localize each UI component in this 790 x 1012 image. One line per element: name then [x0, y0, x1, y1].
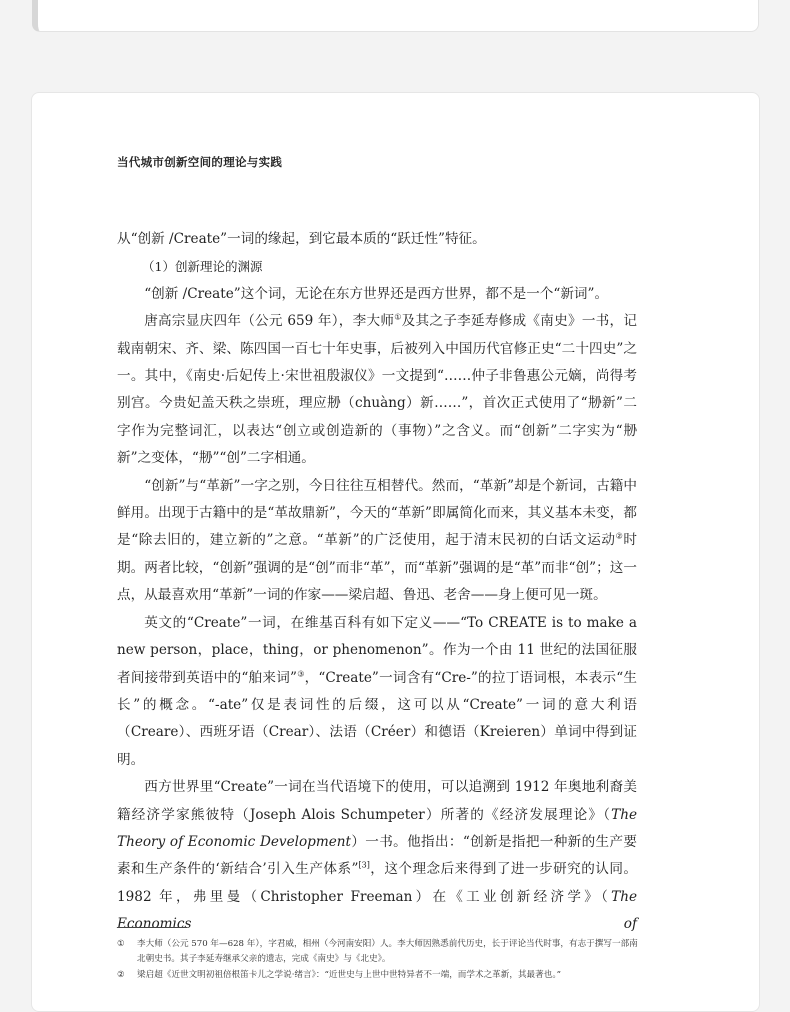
footnote [117, 968, 640, 983]
section-heading [117, 253, 637, 280]
text-run: “创新”与“革新”一字之别，今日往往互相替代。然而，“革新”却是个新词，古籍中鲜用。出现于古籍中的是“革故鼎新”，今天的“革新”即属简化而来，其义基本未变，都是“除去旧的，建立新的”之意。“革新”的广泛使用，起于清末民初的白话文运动 [117, 477, 637, 549]
footnote-reference: ① [394, 312, 402, 322]
text-run: 从“创新 /Create”一词的缘起，到它最本质的“跃迁性”特征。 [117, 231, 486, 247]
previous-page-edge [32, 0, 759, 32]
text-run: ，这个理念后来得到了进一步研究的认同。1982 年，弗里曼（Christopher Freeman）在《工业创新经济学》（ [117, 861, 637, 905]
text-run: 时期。两者比较，“创新”强调的是“创”而非“革”，而“革新”强调的是“革”而非“创”；这一点，从最喜欢用“革新”一词的作家——梁启超、鲁迅、老舍——身上便可见一斑。 [117, 532, 638, 604]
text-run: （1）创新理论的渊源 [142, 259, 263, 275]
paragraph [117, 226, 637, 253]
text-run: ，“Create”一词含有“Cre-”的拉丁语词根，本表示“生长”的概念。“-ate”仅是表词性的后缀，这可以从“Create”一词的意大利语（Creare）、西班牙语（Crear）、法语（Créer）和德语（Kreieren）单词中得到证明。 [117, 669, 637, 768]
footnote [117, 937, 640, 966]
paragraph [117, 610, 637, 774]
text-run: “创新 /Create”这个词，无论在东方世界还是西方世界，都不是一个“新词”。 [144, 285, 609, 302]
footnote-reference: [3] [358, 860, 370, 870]
footnote-divider [117, 927, 187, 928]
italic-title: The Theory of Economic Development [117, 806, 637, 850]
body-text [117, 226, 637, 939]
footnote-mark: ① [117, 939, 125, 949]
footnote-text: 梁启超《近世文明初祖倍根笛卡儿之学说·绪言》：“近世史与上世中世特异者不一端，而学术之革新，其最著也。” [137, 970, 562, 980]
paragraph [117, 281, 637, 308]
footnote-reference: ③ [296, 668, 305, 678]
footnote-reference: ② [615, 531, 624, 541]
footnote-mark: ② [117, 970, 125, 980]
paragraph [117, 308, 637, 472]
text-run: 西方世界里“Create”一词在当代语境下的使用，可以追溯到 1912 年奥地利裔美籍经济学家熊彼特（Joseph Alois Schumpeter）所著的《经济发展理论》（ [117, 779, 637, 823]
text-run: 及其之子李延寿修成《南史》一书，记载南朝宋、齐、梁、陈四国一百七十年史事，后被列入中国历代官修正史“二十四史”之一。其中，《南史·后妃传上·宋世祖殷淑仪》一文提到“……仲子非鲁惠公元嫡，尚得考别宫。今贵妃盖天秩之崇班，理应刱（chuàng）新……”，首次正式使用了“刱新”二字作为完整词汇，以表达“创立或创造新的（事物）”之含义。而“创新”二字实为“刱新”之变体，“刱”“创”二字相通。 [117, 313, 637, 467]
italic-title: The Economics of [117, 888, 637, 933]
document-page [31, 92, 760, 1012]
text-run: 英文的“Create”一词，在维基百科有如下定义——“To CREATE is to make a new person，place，thing，or phenomenon”。作为一个由 11 世纪的法国征服者间接带到英语中的“舶来词” [117, 614, 637, 686]
footnotes [117, 937, 640, 985]
paragraph [117, 473, 637, 610]
footnote-text: 李大师（公元 570 年—628 年），字君威，相州（今河南安阳）人。李大师因熟悉前代历史，长于评论当代时事，有志于撰写一部南北朝史书。其子李延寿继承父亲的遗志，完成《南史》与《北史》。 [137, 939, 638, 964]
text-run: ）一书。他指出：“创新是指把一种新的生产要素和生产条件的‘新结合’引入生产体系” [117, 833, 637, 878]
text-run: 唐高宗显庆四年（公元 659 年），李大师 [144, 313, 395, 330]
running-head: 当代城市创新空间的理论与实践 [117, 155, 283, 169]
paragraph [117, 774, 637, 938]
